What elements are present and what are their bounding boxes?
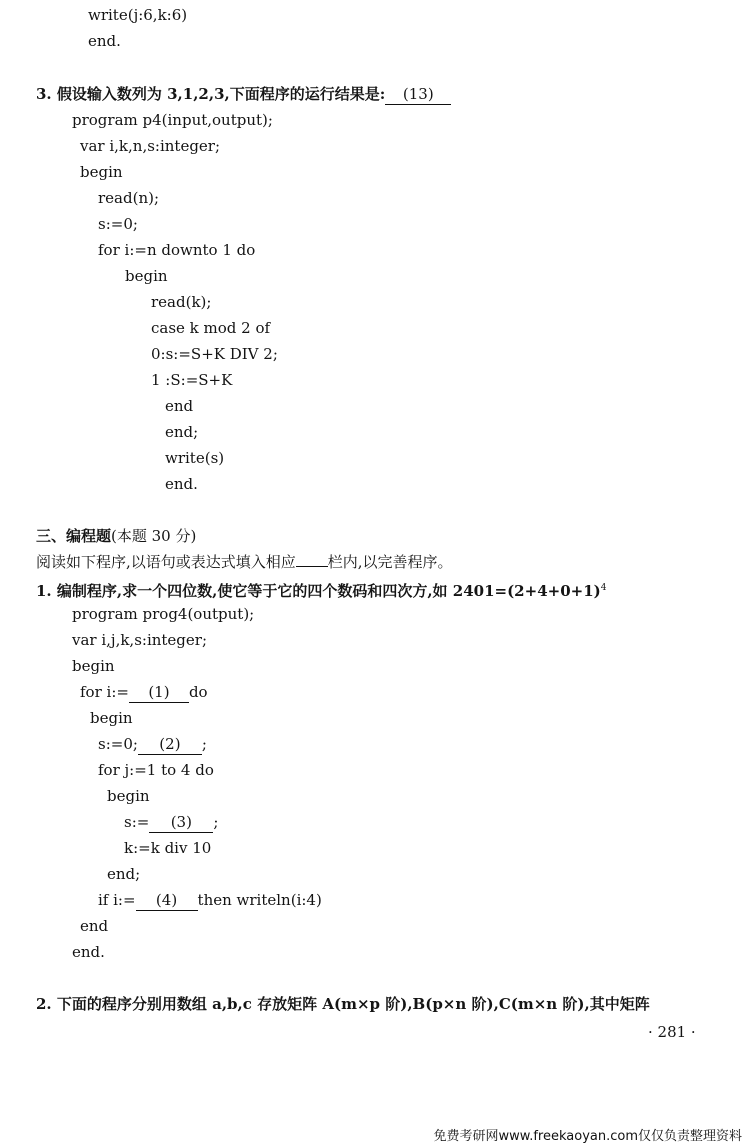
instructions-part-b: 栏内,以完善程序。 (327, 553, 453, 571)
code-line: end (165, 397, 194, 415)
code-line: end (80, 917, 109, 935)
code-line: end. (72, 943, 105, 961)
code-line: k:=k div 10 (124, 839, 212, 857)
code-line (98, 890, 322, 911)
question-3 (36, 84, 451, 105)
code-fragment: s:=0; (98, 735, 138, 753)
superscript: 4 (600, 583, 607, 593)
instructions-blank (296, 552, 328, 567)
code-line: end. (165, 475, 198, 493)
code-line: end. (88, 32, 121, 50)
code-line: write(s) (165, 449, 225, 467)
code-line: program p4(input,output); (72, 111, 273, 129)
code-line: case k mod 2 of (151, 319, 271, 337)
problem-2-text: 2. 下面的程序分别用数组 a,b,c 存放矩阵 A(m×p 阶),B(p×n 阶),C(m×n 阶),其中矩阵 (36, 995, 650, 1013)
answer-blank-4: (4) (136, 890, 198, 911)
section-heading (36, 526, 196, 546)
answer-blank-2: (2) (138, 734, 202, 755)
instructions-part-a: 阅读如下程序,以语句或表达式填入相应 (36, 553, 296, 571)
code-line: read(k); (151, 293, 212, 311)
page-number: · 281 · (648, 1023, 696, 1041)
code-fragment: then writeln(i:4) (197, 891, 322, 909)
code-fragment: s:= (124, 813, 150, 831)
code-line: 1 :S:=S+K (151, 371, 233, 389)
answer-blank-13: (13) (385, 84, 451, 105)
code-fragment: do (188, 683, 208, 701)
code-line: begin (80, 163, 123, 181)
answer-blank-1: (1) (129, 682, 189, 703)
code-fragment: ; (201, 735, 207, 753)
code-line: begin (90, 709, 133, 727)
code-line: s:=0; (98, 215, 138, 233)
problem-1-text: 1. 编制程序,求一个四位数,使它等于它的四个数码和四次方,如 2401=(2+4+0+1) (36, 582, 601, 600)
code-line: var i,k,n,s:integer; (80, 137, 221, 155)
code-line: begin (72, 657, 115, 675)
code-line (98, 734, 207, 755)
code-fragment: for i:= (80, 683, 129, 701)
code-line: end; (165, 423, 199, 441)
code-line: end; (107, 865, 141, 883)
code-line (80, 682, 208, 703)
code-line: 0:s:=S+K DIV 2; (151, 345, 278, 363)
section-instructions (36, 552, 453, 572)
code-line: begin (107, 787, 150, 805)
code-fragment: ; (213, 813, 219, 831)
code-line: write(j:6,k:6) (88, 6, 188, 24)
code-line: for i:=n downto 1 do (98, 241, 256, 259)
answer-blank-3: (3) (149, 812, 213, 833)
section-title: 三、编程题 (36, 527, 112, 545)
code-line (124, 812, 218, 833)
question-3-text: 3. 假设输入数列为 3,1,2,3,下面程序的运行结果是: (36, 85, 386, 103)
problem-1-title (36, 578, 606, 601)
code-line: for j:=1 to 4 do (98, 761, 214, 779)
footer-watermark: 免费考研网www.freekaoyan.com仅仅负责整理资料 (433, 1129, 742, 1144)
code-line: read(n); (98, 189, 160, 207)
code-line: program prog4(output); (72, 605, 255, 623)
code-line: begin (125, 267, 168, 285)
code-line: var i,j,k,s:integer; (72, 631, 208, 649)
section-score: (本题 30 分) (111, 527, 197, 545)
code-fragment: if i:= (98, 891, 136, 909)
